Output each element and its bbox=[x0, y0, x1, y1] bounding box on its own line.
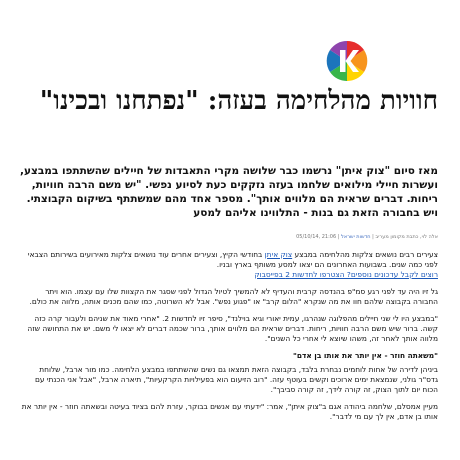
article-meta: אלה לוי, כתבת מקומון מעריב | חדשות ישראל | 21:06 ,05/10/14 bbox=[296, 234, 438, 240]
channel-2-logo-icon[interactable] bbox=[326, 40, 368, 82]
subheading: "משאתה חוזר - אין יותר את אותו בן אדם" bbox=[293, 351, 438, 360]
section-link[interactable]: חדשות ישראל bbox=[341, 234, 371, 240]
paragraph-3: "במבצע היו לי שני חיילים מהפלוגה שנהרגו, עמית יאורי וגיא בוילנד", סיפר זיו לחדשות 2. "אחרי מאוד את שניהם ולעבור קרה כזה קשה. ברור שיש משם הרבה חוויות, ריחות. דברים שראית הם מלווים אותך, ברור שכמה דברים לא יצאו לי משם. יש את התחושה שזה מלווה אותך לאחר זה, משהו שיוצא לי אחרי כל השנים". bbox=[27, 314, 438, 343]
publish-date: 21:06 ,05/10/14 bbox=[296, 234, 337, 240]
facebook-cta-link[interactable]: רוצים לקבל עדכונים נוספים? הצטרפו לחדשות 2 בפייסבוק bbox=[254, 270, 438, 279]
tag-link[interactable]: צוק איתן bbox=[264, 250, 293, 259]
article-title: חוויות מהלחימה בעזה: "נפתחנו ובכינו" bbox=[39, 86, 438, 116]
paragraph-4: ביניהן לדירה של אחות לוחמים נבחרת בלבד, בקבוצה הזאת תמצאו גם נשים שהשתתפו במבצע הלחימה. כמו מור ארבל, שלוחת גדס"ר גולני, שנמצאת ימים ארוכים וקשים בעוטף עזה. "רוב הזיעום הוא בפעילויות הקרקעיות", תיארה ארבל, "אבל אני הכנתי עם הכוח יום לתוך הצוק, זה קורה לידך, זה קורה סביבך". bbox=[34, 365, 438, 394]
paragraph-2: גל זיו היה עד לפני רגע סמ"פ בהנדסה קרבית והעדיף לא להמשיך לטיול הגדול לפני שסגר את הקצוות שלו עם עצמו. הוא ויתר החבורה בקבוצה שלהם חוו את מה שנקרא "הלום קרב" או "פגוע נפש". אבל לא השרוטה, כמו שהם מכנים אותה, מלווה את כולם. bbox=[29, 287, 438, 306]
article-lead: מאז סיום "צוק איתן" נרשמו כבר שלושה מקרי התאבדות של חיילים שהשתתפו במבצע, ועשרות חיילי מילואים שלחמו בעזה נזקקים כעת לסיוע נפשי. "יש משם הרבה חוויות, ריחות. דברים שראית הם מלווים אותך". מספר אחד מהם שמשתתף בשיקום הקבוצתי. ויש בחבורה הזאת גם בנות - התלווינו אליהם למסע bbox=[20, 165, 438, 219]
article-body bbox=[20, 250, 438, 429]
paragraph-5: מעיין אמסלם, שלחמה ביהודה אגם ב"צוק איתן", אמר: "ידעתי עם אנשים בבוקר, עזרת להם בציוד בעיטה ובשאתה חוזר - אין יותר את אותו בן אדם, אין לך עם מי לדבר". bbox=[21, 402, 438, 421]
byline: אלה לוי, כתבת מקומון מעריב bbox=[375, 234, 438, 240]
paragraph-1: צעירים רבים נושאים צלקות מהלחימה במבצע צוק איתן בחודשי הקיץ, וצעירים אחרים עוד נושאים צלקות מאירועים בשירותם הצבאי לפני כמה שנים. בשבועות האחרונים הם יצאו למסע משותף בארץ ובניו. רוצים לקבל עדכונים נוספים? הצטרפו לחדשות 2 בפייסבוק bbox=[27, 250, 438, 279]
